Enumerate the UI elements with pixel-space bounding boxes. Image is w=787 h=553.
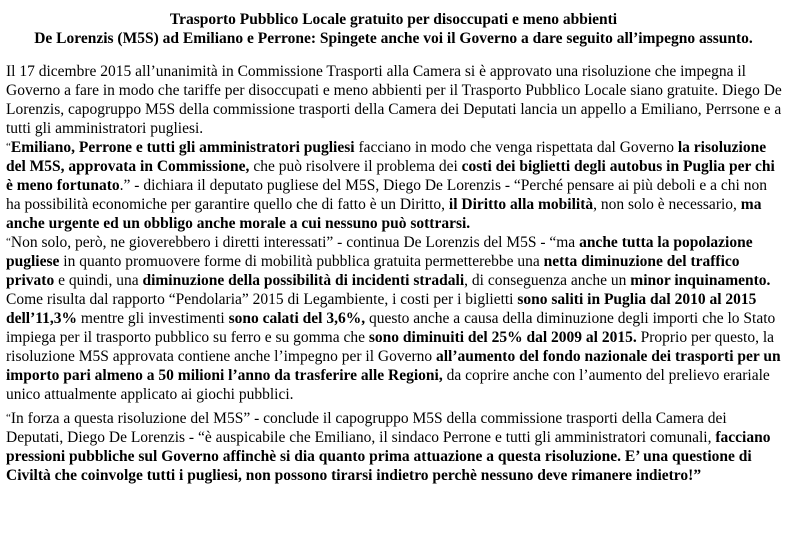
title-line-1: Trasporto Pubblico Locale gratuito per disoccupati e meno abbienti [169, 11, 618, 28]
text-run: , non solo è necessario, [593, 196, 741, 213]
text-run: che può risolvere il problema dei [249, 158, 462, 175]
document-title [0, 10, 787, 48]
text-run: facciano in modo che venga rispettata dal Governo [354, 139, 678, 156]
paragraph-benefits [6, 233, 782, 404]
bold-text: ma anche urgente ed un obbligo anche morale a cui nessuno può sottrarsi. [6, 196, 762, 232]
title-line-2: De Lorenzis (M5S) ad Emiliano e Perrone: Spingete anche voi il Governo a dare seguito all’impegno assunto. [34, 30, 753, 47]
bold-text: netta diminuzione del traffico privato [6, 253, 740, 289]
bold-text: sono saliti in Puglia dal 2010 al 2015 dell’11,3% [6, 291, 757, 327]
text-run: , di conseguenza anche un [464, 272, 631, 289]
bold-text: il Diritto alla mobilità [448, 196, 594, 213]
text-run: Come risulta dal rapporto “Pendolaria” 2015 di Legambiente, i costi per i biglietti [6, 291, 518, 308]
bold-text: sono diminuiti del 25% dal 2009 al 2015. [368, 329, 637, 346]
open-quote: “ [6, 412, 11, 424]
bold-text: all’aumento del fondo nazionale dei trasporti per un importo pari almeno a 50 milioni l’anno da trasferire alle Regioni, [6, 348, 781, 384]
bold-text: diminuzione della possibilità di incidenti stradali [142, 272, 465, 289]
text-run: e quindi, una [54, 272, 143, 289]
bold-text: minor inquinamento. [630, 272, 771, 289]
text-run: In forza a questa risoluzione del M5S” - conclude il capogruppo M5S della commissione trasporti della Camera dei Deputati, Diego De Lorenzis - “è auspicabile che Emiliano, il sindaco Perrone e tutti gli amministratori comunali, [6, 410, 727, 446]
text-run: in quanto promuovere forme di mobilità pubblica gratuita permetterebbe una [59, 253, 544, 270]
text-run: .” - dichiara il deputato pugliese del M5S, Diego De Lorenzis - “Perché pensare ai più deboli e a chi non ha possibilità economiche per garantire quello che di fatto è un Diritto, [6, 177, 767, 213]
text-run: Proprio per questo, la risoluzione M5S approvata contiene anche l’impegno per il Governo [6, 329, 775, 365]
open-quote: “ [6, 236, 11, 248]
bold-text: facciano pressioni pubbliche sul Governo affinchè si dia quanto prima attuazione a questa risoluzione. E’ una questione di Civiltà che coinvolge tutti i pugliesi, non possono tirarsi indietro perchè nessuno deve rimanere indietro!” [6, 429, 771, 484]
bold-text: anche tutta la popolazione pugliese [6, 234, 753, 270]
document-body [6, 62, 782, 485]
paragraph-conclusion [6, 409, 782, 485]
text-run: questo anche a causa della diminuzione degli importi che lo Stato impiega per il trasporto pubblico su ferro e su gomma che [6, 310, 776, 346]
text-run: da coprire anche con l’aumento del prelievo erariale unico attualmente applicato ai giochi pubblici. [6, 367, 770, 403]
paragraph-appeal [6, 138, 782, 233]
intro-text: Il 17 dicembre 2015 all’unanimità in Commissione Trasporti alla Camera si è approvato una risoluzione che impegna il Governo a fare in modo che tariffe per disoccupati e meno abbienti per il Trasporto Pubblico Locale siano gratuite. Diego De Lorenzis, capogruppo M5S della commissione trasporti della Camera dei Deputati lancia un appello a Emiliano, Perrsone e a tutti gli amministratori pugliesi. [6, 63, 782, 137]
text-run: mentre gli investimenti [77, 310, 229, 327]
bold-text: Emiliano, Perrone e tutti gli amministratori pugliesi [10, 139, 355, 156]
text-run: Non solo, però, ne gioverebbero i diretti interessati” - continua De Lorenzis del M5S - “ma [10, 234, 580, 251]
bold-text: costi dei biglietti degli autobus in Puglia per chi è meno fortunato [6, 158, 775, 194]
bold-text: sono calati del 3,6%, [228, 310, 366, 327]
paragraph-intro [6, 62, 782, 138]
open-quote: “ [6, 141, 11, 153]
bold-text: la risoluzione del M5S, approvata in Commissione, [6, 139, 767, 175]
